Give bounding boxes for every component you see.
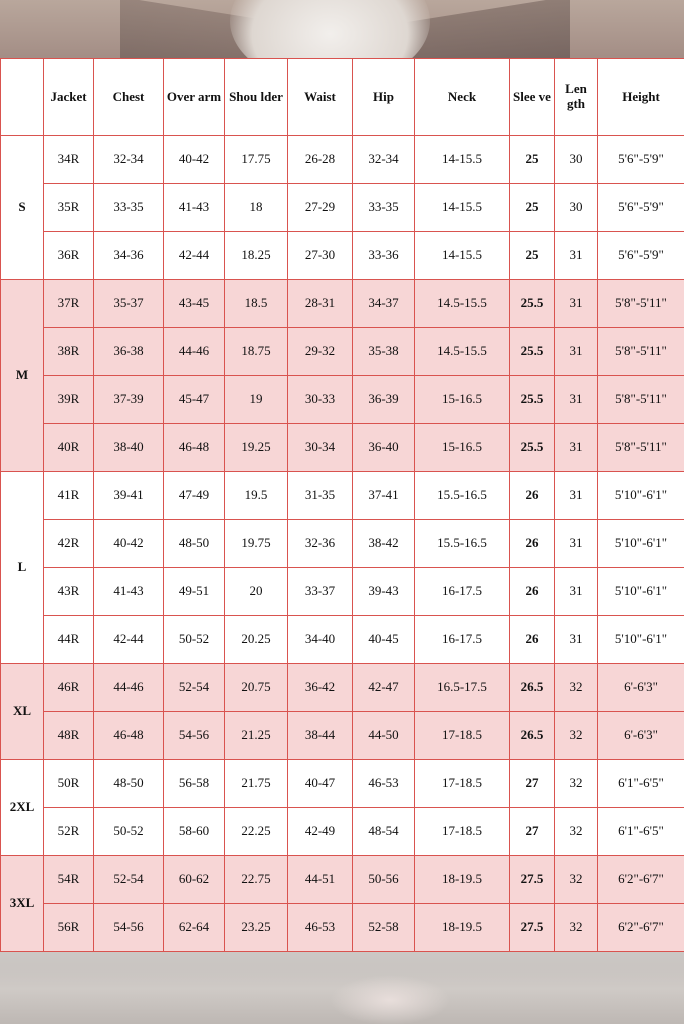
cell-hip: 33-35 [353, 184, 415, 232]
header-overarm: Over arm [164, 59, 225, 136]
header-neck: Neck [415, 59, 510, 136]
cell-overarm: 45-47 [164, 376, 225, 424]
table-body [1, 136, 684, 952]
cell-overarm: 41-43 [164, 184, 225, 232]
cell-jacket: 46R [44, 664, 94, 712]
cell-overarm: 43-45 [164, 280, 225, 328]
cell-chest: 40-42 [94, 520, 164, 568]
cell-length: 31 [555, 568, 598, 616]
cell-neck: 14.5-15.5 [415, 328, 510, 376]
table-row [1, 712, 684, 760]
cell-height: 5'10"-6'1" [598, 520, 684, 568]
cell-jacket: 43R [44, 568, 94, 616]
cell-shoulder: 19 [225, 376, 288, 424]
cell-waist: 40-47 [288, 760, 353, 808]
cell-neck: 15.5-16.5 [415, 472, 510, 520]
cell-neck: 17-18.5 [415, 760, 510, 808]
cell-neck: 15-16.5 [415, 424, 510, 472]
header-jacket: Jacket [44, 59, 94, 136]
cell-sleeve: 27.5 [510, 904, 555, 952]
table-row [1, 424, 684, 472]
cell-jacket: 39R [44, 376, 94, 424]
cell-shoulder: 20.25 [225, 616, 288, 664]
cell-waist: 26-28 [288, 136, 353, 184]
cell-overarm: 49-51 [164, 568, 225, 616]
cell-height: 5'10"-6'1" [598, 616, 684, 664]
cell-hip: 34-37 [353, 280, 415, 328]
cell-waist: 31-35 [288, 472, 353, 520]
cell-sleeve: 25 [510, 232, 555, 280]
cell-sleeve: 26 [510, 568, 555, 616]
cell-waist: 27-29 [288, 184, 353, 232]
cell-waist: 38-44 [288, 712, 353, 760]
cell-length: 30 [555, 184, 598, 232]
cell-height: 5'8"-5'11" [598, 328, 684, 376]
cell-jacket: 48R [44, 712, 94, 760]
cell-height: 5'8"-5'11" [598, 280, 684, 328]
cell-shoulder: 19.75 [225, 520, 288, 568]
cell-neck: 15.5-16.5 [415, 520, 510, 568]
cell-shoulder: 17.75 [225, 136, 288, 184]
cell-shoulder: 18.25 [225, 232, 288, 280]
cell-length: 32 [555, 904, 598, 952]
table-row [1, 616, 684, 664]
cell-overarm: 56-58 [164, 760, 225, 808]
header-length: Len gth [555, 59, 598, 136]
cell-waist: 30-33 [288, 376, 353, 424]
cell-chest: 34-36 [94, 232, 164, 280]
table-row [1, 808, 684, 856]
cell-chest: 44-46 [94, 664, 164, 712]
cell-hip: 39-43 [353, 568, 415, 616]
cell-sleeve: 26 [510, 616, 555, 664]
cell-overarm: 42-44 [164, 232, 225, 280]
cell-sleeve: 27 [510, 760, 555, 808]
size-group-label: S [1, 136, 44, 280]
cell-waist: 34-40 [288, 616, 353, 664]
cell-length: 31 [555, 520, 598, 568]
cell-chest: 36-38 [94, 328, 164, 376]
cell-sleeve: 25 [510, 136, 555, 184]
cell-jacket: 50R [44, 760, 94, 808]
cell-jacket: 52R [44, 808, 94, 856]
cell-jacket: 44R [44, 616, 94, 664]
table-row [1, 232, 684, 280]
cell-waist: 44-51 [288, 856, 353, 904]
cell-shoulder: 21.75 [225, 760, 288, 808]
header-shoulder: Shou lder [225, 59, 288, 136]
table-row [1, 328, 684, 376]
cell-overarm: 60-62 [164, 856, 225, 904]
cell-height: 6'-6'3" [598, 712, 684, 760]
cell-shoulder: 23.25 [225, 904, 288, 952]
cell-shoulder: 19.5 [225, 472, 288, 520]
header-sleeve: Slee ve [510, 59, 555, 136]
cell-hip: 42-47 [353, 664, 415, 712]
cell-jacket: 54R [44, 856, 94, 904]
cell-height: 6'1"-6'5" [598, 808, 684, 856]
cell-length: 32 [555, 808, 598, 856]
cell-chest: 41-43 [94, 568, 164, 616]
cell-hip: 46-53 [353, 760, 415, 808]
table-row [1, 856, 684, 904]
cell-jacket: 35R [44, 184, 94, 232]
cell-length: 31 [555, 232, 598, 280]
table-row [1, 136, 684, 184]
cell-height: 6'2"-6'7" [598, 904, 684, 952]
table-row [1, 280, 684, 328]
cell-neck: 14.5-15.5 [415, 280, 510, 328]
cell-neck: 17-18.5 [415, 808, 510, 856]
cell-shoulder: 18.75 [225, 328, 288, 376]
cell-sleeve: 26 [510, 472, 555, 520]
table-row [1, 664, 684, 712]
cell-length: 32 [555, 712, 598, 760]
cell-sleeve: 26.5 [510, 712, 555, 760]
cell-sleeve: 27.5 [510, 856, 555, 904]
cell-neck: 14-15.5 [415, 232, 510, 280]
table-row [1, 184, 684, 232]
cell-jacket: 38R [44, 328, 94, 376]
cell-length: 32 [555, 760, 598, 808]
cell-sleeve: 25.5 [510, 376, 555, 424]
cell-shoulder: 18.5 [225, 280, 288, 328]
cell-overarm: 47-49 [164, 472, 225, 520]
cell-chest: 42-44 [94, 616, 164, 664]
cell-jacket: 37R [44, 280, 94, 328]
cell-height: 5'8"-5'11" [598, 376, 684, 424]
cell-height: 6'2"-6'7" [598, 856, 684, 904]
cell-chest: 46-48 [94, 712, 164, 760]
cell-shoulder: 19.25 [225, 424, 288, 472]
size-chart-table [0, 58, 684, 952]
cell-waist: 36-42 [288, 664, 353, 712]
cell-shoulder: 22.25 [225, 808, 288, 856]
cell-chest: 48-50 [94, 760, 164, 808]
cell-neck: 16-17.5 [415, 616, 510, 664]
cell-shoulder: 20.75 [225, 664, 288, 712]
background-lower-hand [330, 975, 450, 1024]
table-row [1, 904, 684, 952]
cell-overarm: 50-52 [164, 616, 225, 664]
cell-length: 31 [555, 472, 598, 520]
cell-hip: 44-50 [353, 712, 415, 760]
header-size [1, 59, 44, 136]
cell-hip: 33-36 [353, 232, 415, 280]
cell-overarm: 40-42 [164, 136, 225, 184]
cell-length: 31 [555, 616, 598, 664]
cell-height: 6'-6'3" [598, 664, 684, 712]
table-row [1, 472, 684, 520]
cell-hip: 36-39 [353, 376, 415, 424]
cell-chest: 33-35 [94, 184, 164, 232]
cell-height: 5'10"-6'1" [598, 568, 684, 616]
cell-chest: 50-52 [94, 808, 164, 856]
cell-length: 31 [555, 376, 598, 424]
cell-chest: 32-34 [94, 136, 164, 184]
cell-neck: 14-15.5 [415, 184, 510, 232]
header-waist: Waist [288, 59, 353, 136]
cell-hip: 48-54 [353, 808, 415, 856]
cell-waist: 27-30 [288, 232, 353, 280]
cell-shoulder: 20 [225, 568, 288, 616]
cell-waist: 46-53 [288, 904, 353, 952]
cell-chest: 37-39 [94, 376, 164, 424]
cell-length: 30 [555, 136, 598, 184]
table-row [1, 376, 684, 424]
header-hip: Hip [353, 59, 415, 136]
cell-overarm: 58-60 [164, 808, 225, 856]
cell-neck: 18-19.5 [415, 856, 510, 904]
cell-sleeve: 25.5 [510, 280, 555, 328]
cell-waist: 30-34 [288, 424, 353, 472]
cell-neck: 16-17.5 [415, 568, 510, 616]
table-row [1, 568, 684, 616]
size-chart-container [0, 58, 684, 952]
cell-neck: 18-19.5 [415, 904, 510, 952]
cell-neck: 16.5-17.5 [415, 664, 510, 712]
cell-hip: 52-58 [353, 904, 415, 952]
size-group-label: 3XL [1, 856, 44, 952]
cell-length: 32 [555, 856, 598, 904]
cell-hip: 35-38 [353, 328, 415, 376]
cell-overarm: 54-56 [164, 712, 225, 760]
cell-length: 31 [555, 280, 598, 328]
cell-shoulder: 18 [225, 184, 288, 232]
cell-chest: 52-54 [94, 856, 164, 904]
cell-hip: 40-45 [353, 616, 415, 664]
header-row [1, 59, 684, 136]
cell-overarm: 62-64 [164, 904, 225, 952]
cell-sleeve: 25.5 [510, 328, 555, 376]
cell-waist: 32-36 [288, 520, 353, 568]
cell-sleeve: 26.5 [510, 664, 555, 712]
cell-jacket: 56R [44, 904, 94, 952]
cell-jacket: 34R [44, 136, 94, 184]
cell-length: 32 [555, 664, 598, 712]
size-group-label: M [1, 280, 44, 472]
cell-jacket: 41R [44, 472, 94, 520]
cell-jacket: 42R [44, 520, 94, 568]
cell-overarm: 44-46 [164, 328, 225, 376]
size-group-label: L [1, 472, 44, 664]
cell-waist: 42-49 [288, 808, 353, 856]
cell-neck: 17-18.5 [415, 712, 510, 760]
size-group-label: XL [1, 664, 44, 760]
cell-neck: 14-15.5 [415, 136, 510, 184]
cell-shoulder: 22.75 [225, 856, 288, 904]
cell-waist: 33-37 [288, 568, 353, 616]
cell-height: 5'6"-5'9" [598, 136, 684, 184]
cell-chest: 39-41 [94, 472, 164, 520]
cell-shoulder: 21.25 [225, 712, 288, 760]
cell-chest: 54-56 [94, 904, 164, 952]
cell-hip: 36-40 [353, 424, 415, 472]
table-header [1, 59, 684, 136]
cell-overarm: 46-48 [164, 424, 225, 472]
cell-sleeve: 26 [510, 520, 555, 568]
cell-height: 5'8"-5'11" [598, 424, 684, 472]
cell-waist: 28-31 [288, 280, 353, 328]
cell-height: 5'6"-5'9" [598, 232, 684, 280]
cell-height: 5'10"-6'1" [598, 472, 684, 520]
cell-hip: 50-56 [353, 856, 415, 904]
header-height: Height [598, 59, 684, 136]
cell-waist: 29-32 [288, 328, 353, 376]
cell-sleeve: 27 [510, 808, 555, 856]
cell-jacket: 40R [44, 424, 94, 472]
cell-hip: 38-42 [353, 520, 415, 568]
cell-height: 5'6"-5'9" [598, 184, 684, 232]
size-group-label: 2XL [1, 760, 44, 856]
cell-neck: 15-16.5 [415, 376, 510, 424]
cell-hip: 37-41 [353, 472, 415, 520]
cell-chest: 35-37 [94, 280, 164, 328]
cell-overarm: 48-50 [164, 520, 225, 568]
cell-hip: 32-34 [353, 136, 415, 184]
cell-length: 31 [555, 328, 598, 376]
cell-height: 6'1"-6'5" [598, 760, 684, 808]
cell-overarm: 52-54 [164, 664, 225, 712]
cell-sleeve: 25.5 [510, 424, 555, 472]
cell-sleeve: 25 [510, 184, 555, 232]
cell-chest: 38-40 [94, 424, 164, 472]
cell-length: 31 [555, 424, 598, 472]
cell-jacket: 36R [44, 232, 94, 280]
header-chest: Chest [94, 59, 164, 136]
table-row [1, 520, 684, 568]
table-row [1, 760, 684, 808]
